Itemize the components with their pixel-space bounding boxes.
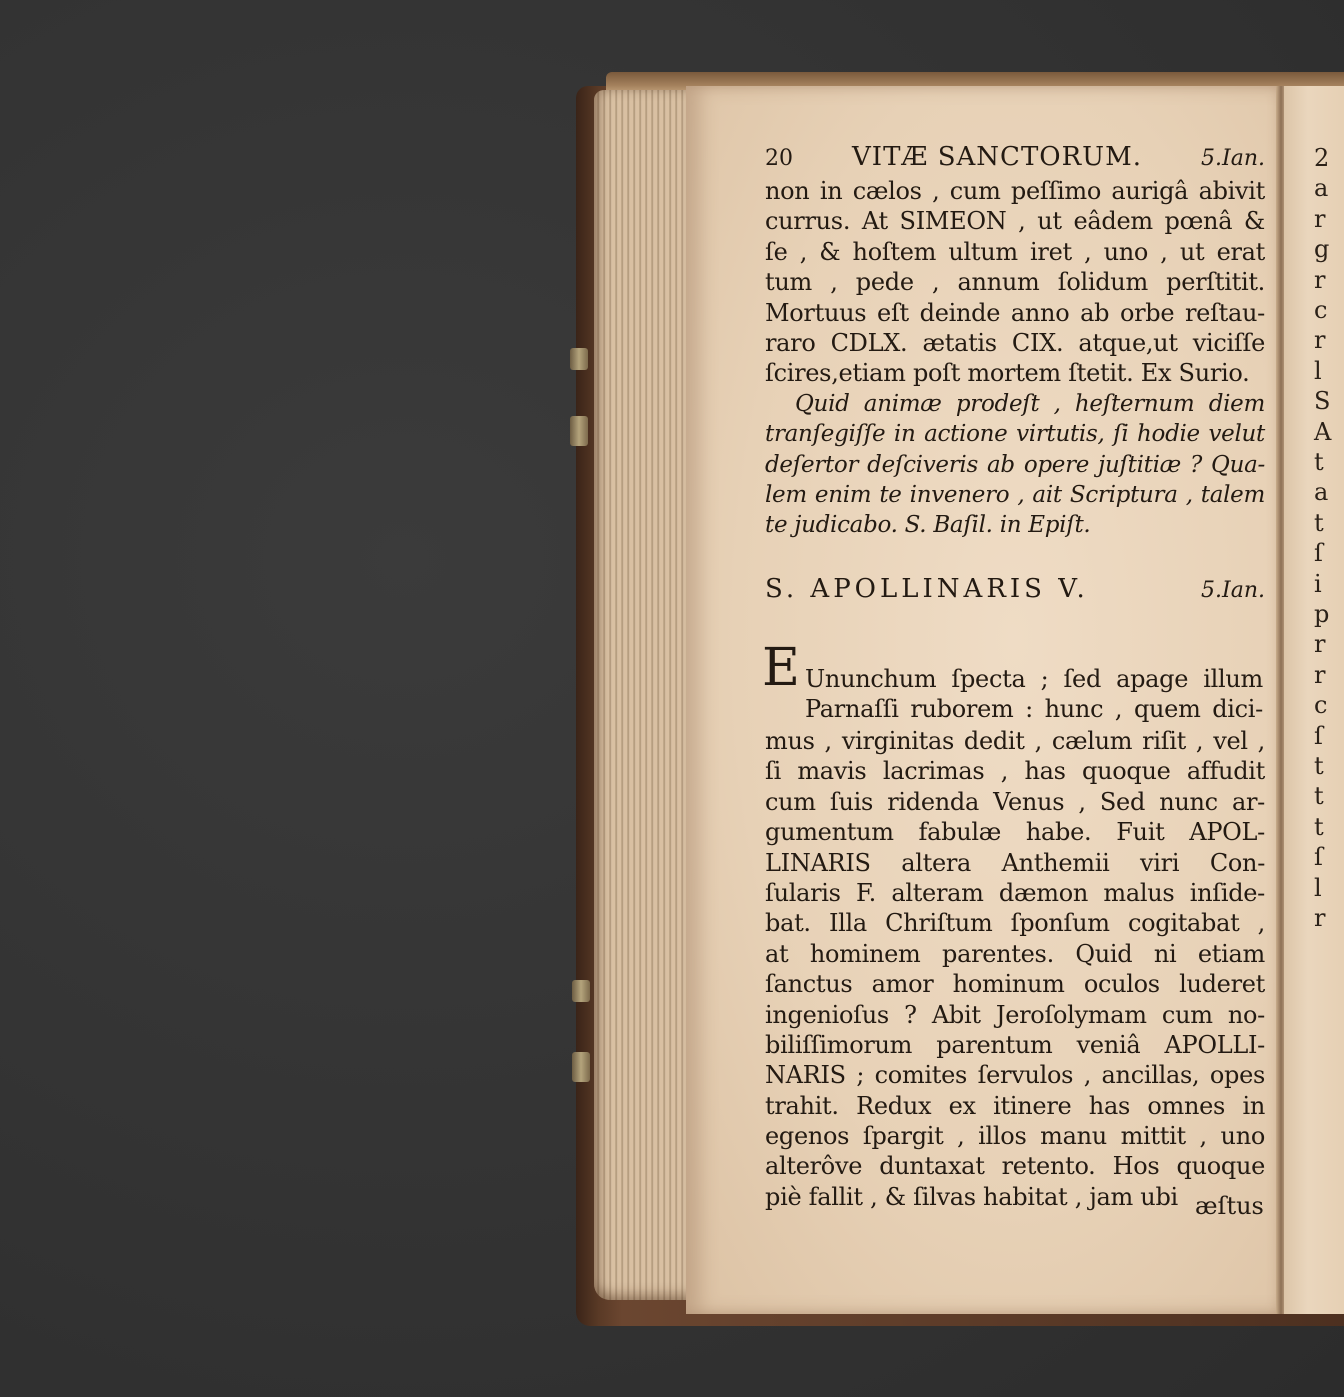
facing-page-letter: r bbox=[1314, 904, 1326, 932]
section-title: S. APOLLINARIS V. bbox=[765, 574, 1089, 604]
page-number: 20 bbox=[765, 146, 793, 171]
text-line: piè fallit , & ſilvas habitat , jam ubi bbox=[765, 1182, 1178, 1211]
text-line: cum ſuis ridenda Venus , Sed nunc ar- bbox=[765, 787, 1265, 816]
facing-page-letter: r bbox=[1314, 265, 1326, 294]
clasp-hinge-upper bbox=[570, 348, 588, 370]
facing-page-letter: r bbox=[1314, 660, 1326, 689]
text-line: currus. At SIMEON , ut eâdem pœnâ & bbox=[765, 207, 1265, 236]
facing-page-letter: A bbox=[1314, 417, 1332, 446]
facing-page-letter: t bbox=[1314, 782, 1324, 811]
facing-page-letter: ſ bbox=[1314, 843, 1323, 872]
text-line: egenos ſpargit , illos manu mittit , uno bbox=[765, 1122, 1265, 1151]
facing-page-letter: l bbox=[1314, 873, 1322, 902]
text-line: ſi mavis lacrimas , has quoque affudit bbox=[765, 757, 1265, 786]
text-line: ſanctus amor hominum oculos luderet bbox=[765, 970, 1265, 999]
text-line: Parnaſſi ruborem : hunc , quem dici- bbox=[805, 695, 1263, 724]
facing-page-letter: a bbox=[1314, 478, 1329, 507]
quote-line: te judicabo. S. Baſil. in Epiſt. bbox=[765, 512, 1091, 539]
facing-page-letter: r bbox=[1314, 204, 1326, 233]
text-line: bat. Illa Chriſtum ſponſum cogitabat , bbox=[765, 909, 1265, 938]
text-line: biliſſimorum parentum veniâ APOLLI- bbox=[765, 1030, 1265, 1059]
facing-page-letter: t bbox=[1314, 752, 1324, 780]
drop-cap: E bbox=[762, 638, 800, 698]
facing-page-letter: c bbox=[1314, 691, 1328, 720]
section-date: 5.Ian. bbox=[1201, 578, 1265, 603]
facing-page-letter: t bbox=[1314, 812, 1324, 841]
facing-page-letter: ſ bbox=[1314, 539, 1323, 568]
text-line: trahit. Redux ex itinere has omnes in bbox=[765, 1091, 1265, 1120]
facing-page-letter: ſ bbox=[1314, 721, 1323, 750]
quote-line: Quid animæ prodeſt , heſternum diem bbox=[795, 390, 1265, 417]
facing-page-letter: l bbox=[1314, 356, 1322, 385]
running-head-date: 5.Ian. bbox=[1201, 146, 1265, 171]
text-line: ſe , & hoſtem ultum iret , uno , ut erat bbox=[765, 237, 1265, 266]
clasp-hinge-upper-lower bbox=[570, 416, 588, 446]
text-block-indented bbox=[805, 664, 1263, 725]
facing-page-letter: g bbox=[1314, 235, 1330, 264]
running-head bbox=[765, 142, 1265, 174]
running-head-title: VITÆ SANCTORUM. bbox=[852, 142, 1142, 172]
text-line: LINARIS altera Anthemii viri Con- bbox=[765, 848, 1265, 877]
facing-page bbox=[1284, 86, 1344, 1314]
facing-page-letter: r bbox=[1314, 630, 1326, 659]
facing-page-letter: t bbox=[1314, 508, 1324, 537]
facing-page-letter: 2 bbox=[1314, 144, 1330, 172]
text-line: tum , pede , annum ſolidum perſtitit. bbox=[765, 268, 1265, 297]
text-line: Mortuus eſt deinde anno ab orbe reſtau- bbox=[765, 298, 1265, 327]
text-line: gumentum fabulæ habe. Fuit APOL- bbox=[765, 818, 1265, 847]
text-line: ingenioſus ? Abit Jeroſolymam cum no- bbox=[765, 1000, 1265, 1029]
page-stack-fore-edge bbox=[594, 90, 692, 1300]
section-heading bbox=[765, 574, 1265, 610]
facing-page-letter: r bbox=[1314, 326, 1326, 355]
facing-page-letter: p bbox=[1314, 600, 1330, 628]
clasp-hinge-lower-lower bbox=[572, 1052, 590, 1082]
text-block-body bbox=[765, 726, 1265, 1212]
text-block-upper bbox=[765, 176, 1265, 541]
quote-line: deſertor deſciveris ab opere juſtitiæ ? Qua- bbox=[765, 451, 1265, 478]
text-line: mus , virginitas dedit , cælum riſit , vel , bbox=[765, 727, 1265, 755]
text-line: ſularis F. alteram dæmon malus inſide- bbox=[765, 878, 1265, 907]
facing-page-letter: t bbox=[1314, 448, 1324, 476]
text-line: alterôve duntaxat retento. Hos quoque bbox=[765, 1152, 1265, 1181]
text-line: non in cælos , cum peſſimo aurigâ abivit bbox=[765, 177, 1265, 205]
text-line: raro CDLX. ætatis CIX. atque,ut viciſſe bbox=[765, 328, 1265, 357]
facing-page-letter: a bbox=[1314, 174, 1329, 203]
text-line: at hominem parentes. Quid ni etiam bbox=[765, 939, 1265, 968]
catchword: æſtus bbox=[1195, 1192, 1264, 1220]
facing-page-letter: c bbox=[1314, 296, 1328, 324]
text-line: ſcires,etiam poſt mortem ſtetit. Ex Surio. bbox=[765, 359, 1250, 388]
facing-page-letter: S bbox=[1314, 387, 1331, 416]
text-line: Ununchum ſpecta ; ſed apage illum bbox=[805, 665, 1263, 693]
quote-line: lem enim te invenero , ait Scriptura , talem bbox=[765, 481, 1265, 508]
quote-line: tranſegiſſe in actione virtutis, ſi hodie velut bbox=[765, 421, 1265, 448]
text-line: NARIS ; comites ſervulos , ancillas, opes bbox=[765, 1061, 1265, 1090]
facing-page-letter: i bbox=[1314, 569, 1322, 598]
clasp-hinge-lower bbox=[572, 980, 590, 1002]
